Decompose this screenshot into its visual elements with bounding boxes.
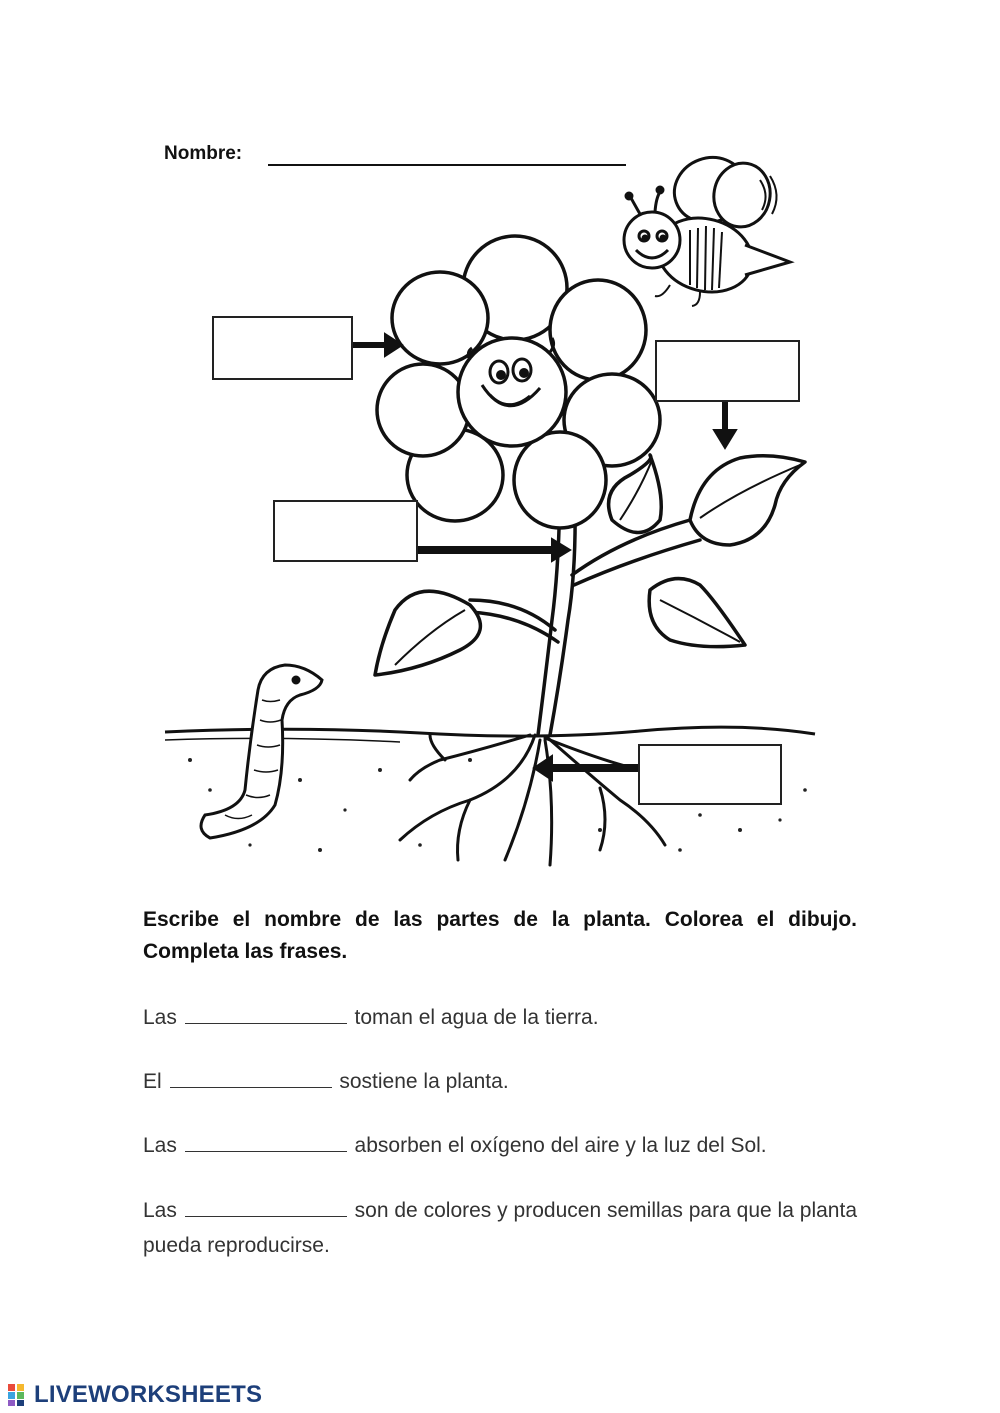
sentence-3-after: absorben el oxígeno del aire y la luz del Sol. [354,1134,767,1157]
sentence-3-blank[interactable] [185,1131,347,1152]
sentence-4-after: son de colores y producen semillas para que la planta pueda reproducirse. [143,1199,857,1257]
flower-center [458,338,566,446]
name-label: Nombre: [164,143,243,164]
sentence-1 [143,1000,857,1035]
sentence-2-before: El [143,1070,162,1093]
footer-brand-text: LIVEWORKSHEETS [34,1381,263,1408]
sentence-1-blank[interactable] [185,1003,347,1024]
instructions: Escribe el nombre de las partes de la planta. Colorea el dibujo. Completa las frases. [143,908,857,963]
sentence-3 [143,1128,857,1163]
answer-box-flower[interactable] [212,316,353,380]
sentence-4-before: Las [143,1199,177,1222]
sentence-3-before: Las [143,1134,177,1157]
name-row [150,132,630,176]
sentence-4 [143,1193,857,1263]
answer-box-roots[interactable] [638,744,782,805]
answer-box-leaves[interactable] [655,340,800,402]
sentence-1-before: Las [143,1006,177,1029]
name-input[interactable] [268,140,626,166]
sentence-1-after: toman el agua de la tierra. [354,1006,599,1029]
liveworksheets-logo-icon [8,1384,34,1406]
sentence-2-blank[interactable] [170,1067,332,1088]
answer-box-stem[interactable] [273,500,418,562]
footer-brand [8,1382,262,1408]
sentence-2 [143,1064,857,1099]
sentence-4-blank[interactable] [185,1196,347,1217]
sentence-2-after: sostiene la planta. [339,1070,509,1093]
